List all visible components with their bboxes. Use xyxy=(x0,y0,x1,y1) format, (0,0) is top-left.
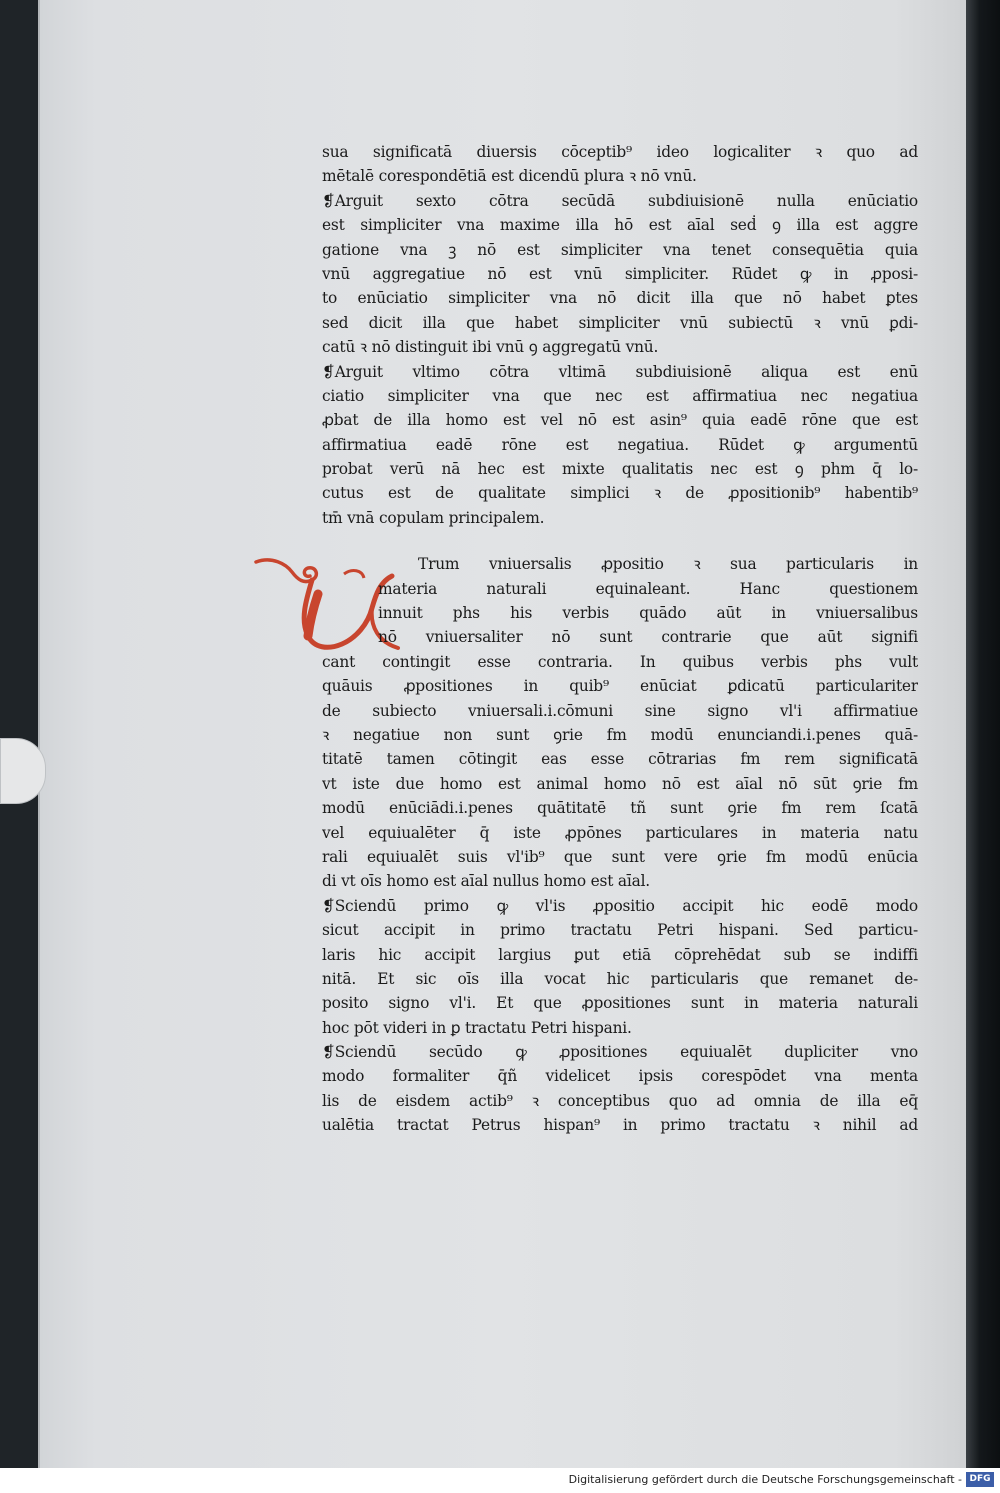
footer-bar xyxy=(0,1468,1000,1493)
text-line: ❡Sciendū secūdo ꝙ ꝓpositiones equiualēt dupliciter vno xyxy=(322,1043,918,1062)
text-line: laris hic accipit largius ꝑut etiā cōprehēdat sub se indiffi xyxy=(322,945,918,964)
text-line: de subiecto vniuersali.i.cōmuni sine signo vl'i affirmatiue xyxy=(322,701,918,720)
text-line: vnū aggregatiue nō est vnū simpliciter. Rūdet ꝙ in ꝓposi- xyxy=(322,264,918,283)
text-line: sed dicit illa que habet simpliciter vnū subiectū ꝛ vnū ꝑdi- xyxy=(322,313,918,332)
text-line: gatione vna ꝫ nō est simpliciter vna tenet consequētia quia xyxy=(322,240,918,259)
text-line: ❡Arguit vltimo cōtra vltimā subdiuisionē aliqua est enū xyxy=(322,362,918,381)
text-line: titatē tamen cōtingit eas esse cōtrarias fm rem significatā xyxy=(322,750,918,769)
text-line: vt iste due homo est animal homo nō est aīal nō sūt ꝯrie fm xyxy=(322,774,918,793)
text-line: sicut accipit in primo tractatu Petri hispani. Sed particu- xyxy=(322,921,918,940)
text-line: ꝛ negatiue non sunt ꝯrie fm modū enunciandi.i.penes quā- xyxy=(322,725,918,744)
text-line: catū ꝛ nō distinguit ibi vnū ꝯ aggregatū vnū. xyxy=(322,338,659,357)
text-line: tm̄ vnā copulam principalem. xyxy=(322,508,545,527)
text-line: di vt oīs homo est aīal nullus homo est aīal. xyxy=(322,872,650,891)
text-line: ualētia tractat Petrus hispan⁹ in primo tractatu ꝛ nihil ad xyxy=(322,1116,918,1135)
text-line: Trum vniuersalis ꝓpositio ꝛ sua particularis in xyxy=(418,555,918,574)
text-line: vel equiualēter q̄ iste ꝓpōnes particulares in materia natu xyxy=(322,823,918,842)
text-line: cutus est de qualitate simplici ꝛ de ꝓpositionib⁹ habentib⁹ xyxy=(322,484,918,503)
text-line: cant contingit esse contraria. In quibus verbis phs vult xyxy=(322,652,918,671)
text-column xyxy=(322,140,918,1138)
book-edge xyxy=(966,0,1000,1468)
dfg-logo: DFG xyxy=(966,1472,994,1487)
text-line: rali equiualēt suis vl'ib⁹ que sunt vere ꝯrie fm modū enūcia xyxy=(322,847,918,866)
text-line: innuit phs his verbis quādo aūt in vniuersalibus xyxy=(378,604,918,623)
text-line: lis de eisdem actib⁹ ꝛ conceptibus quo ad omnia de illa eq̄ xyxy=(322,1091,918,1110)
text-line: modo formaliter q̄ñ videlicet ipsis corespōdet vna menta xyxy=(322,1067,918,1086)
text-line: sua significatā diuersis cōceptib⁹ ideo logicaliter ꝛ quo ad xyxy=(322,143,918,161)
text-line: ciatio simpliciter vna que nec est affirmatiua nec negatiua xyxy=(322,386,918,405)
text-line: ❡Sciendū primo ꝙ vl'is ꝓpositio accipit hic eodē modo xyxy=(322,896,918,915)
text-line: hoc pōt videri in ꝑ tractatu Petri hispani. xyxy=(322,1018,632,1037)
paragraph-block-1 xyxy=(322,140,918,530)
text-line: nitā. Et sic oīs illa vocat hic particularis que remanet de- xyxy=(322,969,918,988)
text-line: ꝓbat de illa homo est vel nō est asin⁹ quia eadē rōne que est xyxy=(322,411,918,430)
text-line: mētalē corespondētiā est dicendū plura ꝛ nō vnū. xyxy=(322,167,697,186)
text-line: modū enūciādi.i.penes quātitatē tñ sunt ꝯrie fm rem ſcatā xyxy=(322,799,918,818)
paragraph-block-2 xyxy=(322,552,918,1137)
text-line: ❡Arguit sexto cōtra secūdā subdiuisionē nulla enūciatio xyxy=(322,191,918,210)
text-line: to enūciatio simpliciter vna nō dicit illa que nō habet ꝑtes xyxy=(322,289,918,308)
text-line: nō vniuersaliter nō sunt contrarie que aūt signifi xyxy=(378,628,918,647)
text-line: affirmatiua eadē rōne est negatiua. Rūdet ꝙ argumentū xyxy=(322,435,918,454)
text-line: quāuis ꝓpositiones in quib⁹ enūciat ꝑdicatū particulariter xyxy=(322,677,918,696)
text-line: materia naturali equinaleant. Hanc questionem xyxy=(378,579,918,598)
text-line: probat verū nā hec est mixte qualitatis nec est ꝯ phm q̄ lo- xyxy=(322,460,918,479)
funding-credit: Digitalisierung gefördert durch die Deutsche Forschungsgemeinschaft - xyxy=(568,1473,962,1486)
text-line: posito signo vl'i. Et que ꝓpositiones sunt in materia naturali xyxy=(322,994,918,1013)
text-line: est simpliciter vna maxime illa hō est aīal seḋ ꝯ illa est aggre xyxy=(322,216,918,235)
